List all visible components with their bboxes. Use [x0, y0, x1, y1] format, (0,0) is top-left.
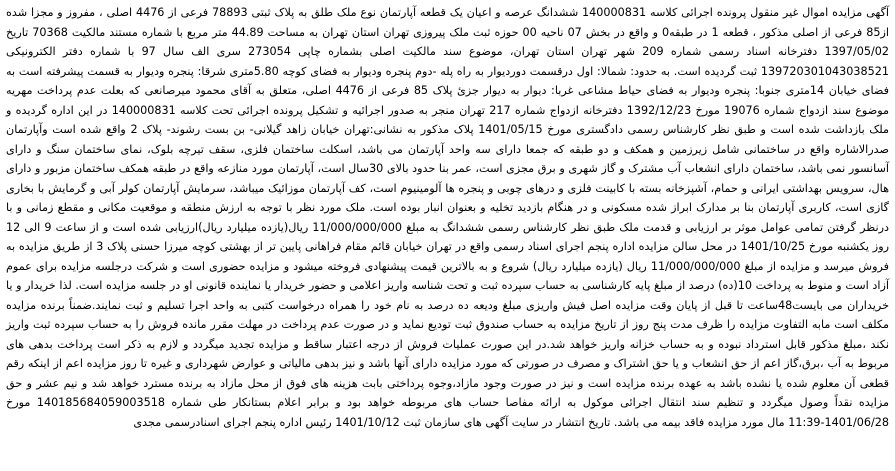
auction-notice-text: آگهی مزایده اموال غیر منقول پرونده اجرائی کلاسه 140000831 ششدانگ عرصه و اعیان یک قطعه آپارتمان نوع ملک طلق به پلاک ثبتی 78893 فرعی از 4476 اصلی ، مفروز و مجزا شده از85 فرعی از اصلی مذکور ، قطعه 1 در طبقه0 و واقع در بخش 07 ناحیه 00 حوزه ثبت ملک پیروزی تهران استان تهران به مساحت 44.89 متر مربع با شماره مستند مالکیت 70368 تاریخ 1397/05/02 دفترخانه اسناد رسمی شماره 209 شهر تهران استان تهران، موضوع سند مالکیت اصلی بشماره چاپی 273054 سری الف سال 97 با شماره دفتر الکترونیکی 139720301043038521 ثبت گردیده است. به حدود: شمالا: اول درقسمت دوردیوار به راه پله -دوم پنجره ودیوار به فضای کوچه 5.80متری شرقا: پنجره ودیوار به قسمت پیشرفته است به فضای خیابان 14متری جنوبا: پنجره ودیوار به فضای حیاط مشاعی غربا: دیوار به دیوار جزئ پلاک 85 فرعی از 4476 اصلی، متعلق به آقای محمود میرصانعی که بعلت عدم پرداخت مهریه موضوع سند ازدواج شماره 19076 مورخ 1392/12/23 دفترخانه ازدواج شماره 217 تهران منجر به صدور اجرائیه و تشکیل پرونده اجرائی تحت کلاسه 140000831 در این اداره گردیده و ملک بازداشت شده است و طبق نظر کارشناس رسمی دادگستری مورخ 1401/05/15 پلاک مذکور به نشانی:تهران خیابان زاهد گیلانی- بن بست رشوند- پلاک 2 واقع شده است وآپارتمان صدرالاشاره واقع در ساختمانی شامل زیرزمین و همکف و دو طبقه که جمعا دارای سه واحد آپارتمان می باشد، اسکلت ساختمان فلزی، سقف تیرچه بلوک، نمای ساختمان سنگ و دارای آسانسور نمی باشد، ساختمان دارای انشعاب آب مشترک و گاز شهری و برق مجزی است، عمر بنا حدود بالای 30سال است، آپارتمان مورد منازعه واقع در طبقه همکف ساختمان مزبور و دارای هال، سرویس بهداشتی ایرانی و حمام، آشپزخانه بسته با کابینت فلزی و درهای چوبی و پنجره ها آلومینیوم است، کف آپارتمان موزائیک میباشد، سرمایش آپارتمان کولر آبی و گرمایش با بخاری گازی است، کاربری آپارتمان بنا بر مدارک ابراز شده مسکونی و در هنگام بازدید تخلیه و بعنوان انبار بوده است. ملک مورد نظر با توجه به ارزش منطقه و موقعیت مکانی و مقطع زمانی و با درنظر گرفتن تمامی عوامل موثر بر ارزیابی و قدمت ملک طبق نظر کارشناس رسمی ششدانگ به مبلغ 11/000/000/000 ریال(یازده میلیارد ریال)ارزیابی شده است و از ساعت 9 الی 12 روز یکشنبه مورخ 1401/10/25 در محل سالن مزایده اداره پنجم اجرای اسناد رسمی واقع در تهران خیابان قائم مقام فراهانی پایین تر از بهشتی کوچه میرزا حسنی پلاک 3 از طریق مزایده به فروش میرسد و مزایده از مبلغ 11/000/000/000 ریال (یازده میلیارد ریال) شروع و به بالاترین قیمت پیشنهادی فروخته میشود و مزایده حضوری است و شرکت درجلسه مزایده برای عموم آزاد است و منوط به پرداخت 10(ده) درصد از مبلغ پایه کارشناسی به حساب سپرده ثبت و تحت شناسه واریز اعلامی و حضور خریدار یا نماینده قانونی او در جلسه مزایده است. لذا خریدار و یا خریداران می بایست48ساعت تا قبل از پایان وقت مزایده اصل فیش واریزی مبلغ ودیعه ده درصد به نام خود را همراه درخواست کتبی به واحد اجرا تسلیم و ثبت نمایند.ضمناً برنده مزایده مکلف است مابه التفاوت مزایده را ظرف مدت پنج روز از تاریخ مزایده به حساب صندوق ثبت تودیع نماید و در صورت عدم پرداخت در مهلت مقرر مانده فروش را به حساب سپرده ثبت واریز نکند ،مبلغ مذکور قابل استرداد نبوده و به حساب خزانه واریز خواهد شد.در این صورت عملیات فروش از درجه اعتبار ساقط و مزایده تجدید میگردد و لازم به ذکر است پرداخت بدهی های مربوط به آب ،برق،گاز اعم از حق انشعاب و یا حق اشتراک و مصرف در صورتی که مورد مزایده دارای آنها باشد و نیز بدهی مالیاتی و عوارض شهرداری و غیره تا روز مزایده اعم از اینکه رقم قطعی آن معلوم شده یا نشده باشد به عهده برنده مزایده است و نیز در صورت وجود مازاد،وجوه پرداختی بابت هزینه های فوق از محل مازاد به برنده مسترد خواهد شد و نیم عشر و حق مزایده نقداً وصول میگردد و تنظیم سند انتقال اجرائی موکول به ارائه مفاصا حساب های مربوطه خواهد بود و برابر اعلام بستانکار طی شماره 140185684059003518 مورخ 1401/06/28-11:39 مال مورد مزایده فاقد بیمه می باشد. تاریخ انتشار در سایت آگهی های سازمان ثبت 1401/10/12 رئیس اداره پنجم اجرای اسنادرسمی مجدی — [6, 6, 890, 429]
